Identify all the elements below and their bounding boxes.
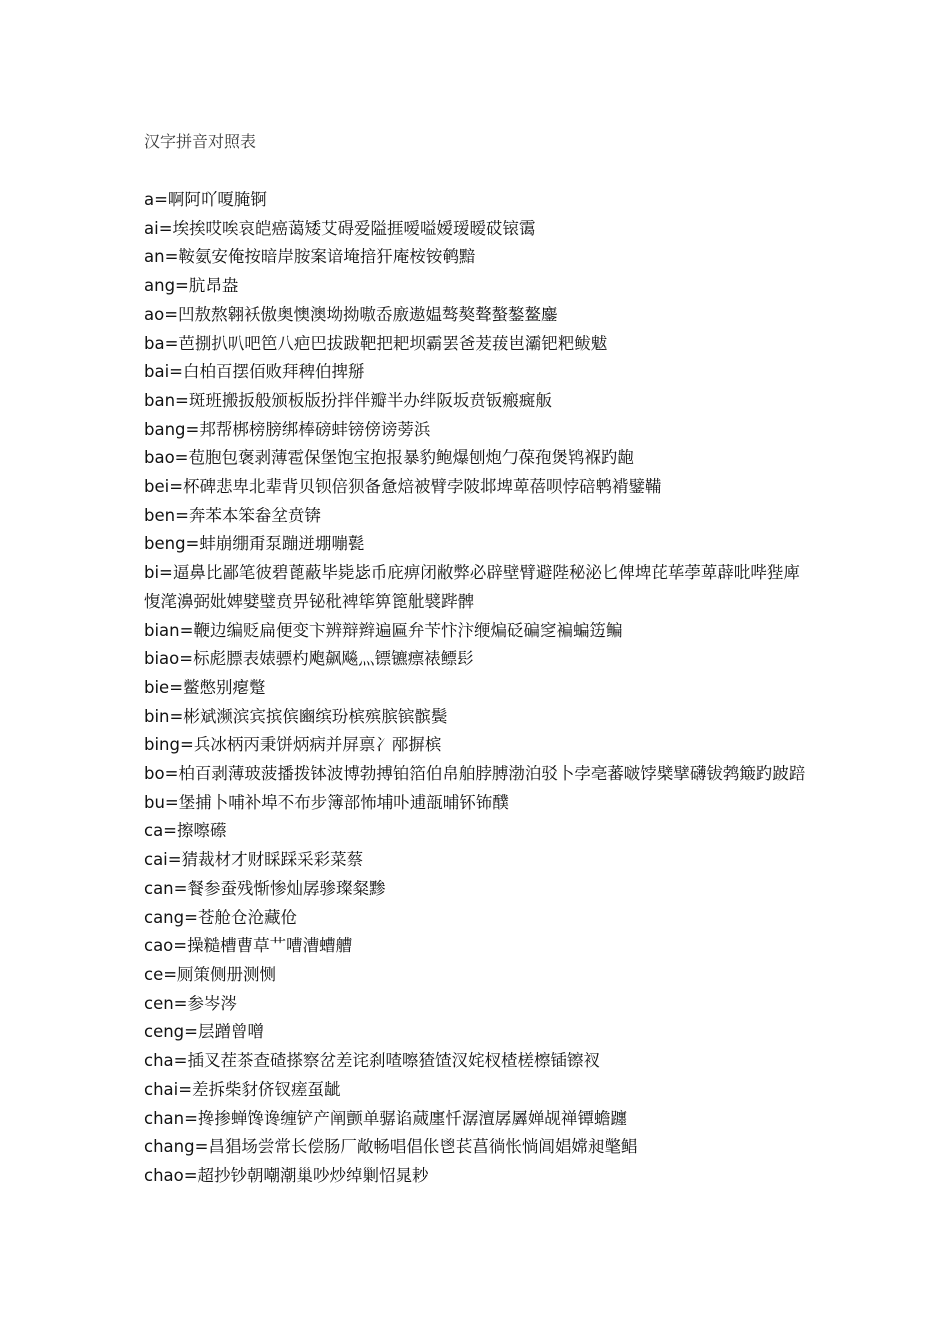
pinyin-entry: cen=参岑涔 bbox=[144, 993, 238, 1013]
pinyin-entry: bian=鞭边编贬扁便变卞辨辩辫遍匾弁苄忭汴缏煸砭碥窆褊蝙笾鳊 bbox=[144, 620, 623, 640]
pinyin-entry: bi=逼鼻比鄙笔彼碧蓖蔽毕毙毖币庇痹闭敝弊必辟壁臂避陛秘泌匕俾埤芘荜荸萆薜吡哔狴庳愎滗濞弼妣婢嬖璧贲畀铋秕裨筚箅篦舭襞跸髀 bbox=[144, 563, 800, 611]
pinyin-entry: bei=杯碑悲卑北辈背贝钡倍狈备惫焙被臂孛陂邶埤萆蓓呗悖碚鹎褙鐾鞴 bbox=[144, 477, 662, 497]
pinyin-entry: bing=兵冰柄丙秉饼炳病并屏禀冫邴摒槟 bbox=[144, 735, 442, 755]
pinyin-entry: bie=鳖憋别瘪蹩 bbox=[144, 677, 266, 697]
pinyin-entry: ao=凹敖熬翱袄傲奥懊澳坳拗嗷岙廒遨媪骜獒聱螯鏊鳌鏖 bbox=[144, 304, 558, 324]
pinyin-entry: ben=奔苯本笨畚坌贲锛 bbox=[144, 505, 321, 525]
pinyin-entry: an=鞍氨安俺按暗岸胺案谙埯揞犴庵桉铵鹌黯 bbox=[144, 247, 476, 267]
pinyin-entry: ang=肮昂盎 bbox=[144, 276, 239, 296]
pinyin-entry: bin=彬斌濒滨宾摈傧豳缤玢槟殡膑镔髌鬓 bbox=[144, 706, 448, 726]
pinyin-entry: chan=搀掺蝉馋谗缠铲产阐颤单骣谄蒇廛忏潺澶孱羼婵觇禅镡蟾躔 bbox=[144, 1108, 627, 1128]
pinyin-entry: bo=柏百剥薄玻菠播拨钵波博勃搏铂箔伯帛舶脖膊渤泊驳卜孛亳蕃啵饽檗擘礴钹鹁簸趵跛踣 bbox=[144, 764, 806, 784]
pinyin-entry: ce=厕策侧册测恻 bbox=[144, 964, 277, 984]
pinyin-entry: ban=斑班搬扳般颁板版扮拌伴瓣半办绊阪坂贲钣瘢癍舨 bbox=[144, 390, 552, 410]
pinyin-entry: ca=擦嚓礤 bbox=[144, 821, 227, 841]
pinyin-entry: can=餐参蚕残惭惨灿孱骖璨粲黪 bbox=[144, 878, 386, 898]
pinyin-entry: bai=白柏百摆佰败拜稗伯捭掰 bbox=[144, 362, 365, 382]
pinyin-entry: ba=芭捌扒叭吧笆八疤巴拔跋靶把耙坝霸罢爸茇菝岜灞钯粑鲅魃 bbox=[144, 333, 608, 353]
pinyin-entry: a=啊阿吖嗄腌锕 bbox=[144, 190, 267, 209]
pinyin-entry: bu=堡捕卜哺补埠不布步簿部怖埔卟逋瓿晡钚钸醭 bbox=[144, 792, 509, 812]
pinyin-entry-list bbox=[144, 186, 816, 1191]
pinyin-entry: chai=差拆柴豺侪钗瘥虿龇 bbox=[144, 1079, 341, 1099]
pinyin-entry: biao=标彪膘表婊骠杓飑飙飚灬镖镳瘭裱鳔髟 bbox=[144, 649, 474, 669]
pinyin-entry: beng=蚌崩绷甭泵蹦迸堋嘣甏 bbox=[144, 534, 365, 554]
pinyin-entry: cang=苍舱仓沧藏伧 bbox=[144, 907, 297, 927]
pinyin-entry: chao=超抄钞朝嘲潮巢吵炒绰剿怊晁耖 bbox=[144, 1165, 429, 1185]
pinyin-entry: ceng=层蹭曾噌 bbox=[144, 1022, 264, 1042]
document-title: 汉字拼音对照表 bbox=[144, 132, 257, 151]
pinyin-entry: cai=猜裁材才财睬踩采彩菜蔡 bbox=[144, 850, 364, 870]
pinyin-entry: cao=操糙槽曹草艹嘈漕螬艚 bbox=[144, 936, 353, 956]
pinyin-entry: ai=埃挨哎唉哀皑癌蔼矮艾碍爱隘捱嗳嗌嫒瑷暧砹锿霭 bbox=[144, 218, 536, 238]
pinyin-entry: bang=邦帮梆榜膀绑棒磅蚌镑傍谤蒡浜 bbox=[144, 419, 431, 439]
pinyin-entry: cha=插叉茬茶查碴搽察岔差诧刹喳嚓猹馇汊姹杈楂槎檫锸镲衩 bbox=[144, 1051, 600, 1071]
pinyin-entry: bao=苞胞包褒剥薄雹保堡饱宝抱报暴豹鲍爆刨炮勹葆孢煲鸨褓趵龅 bbox=[144, 448, 635, 468]
pinyin-entry: chang=昌猖场尝常长偿肠厂敞畅唱倡伥鬯苌菖徜怅惝阊娼嫦昶氅鲳 bbox=[144, 1137, 638, 1157]
